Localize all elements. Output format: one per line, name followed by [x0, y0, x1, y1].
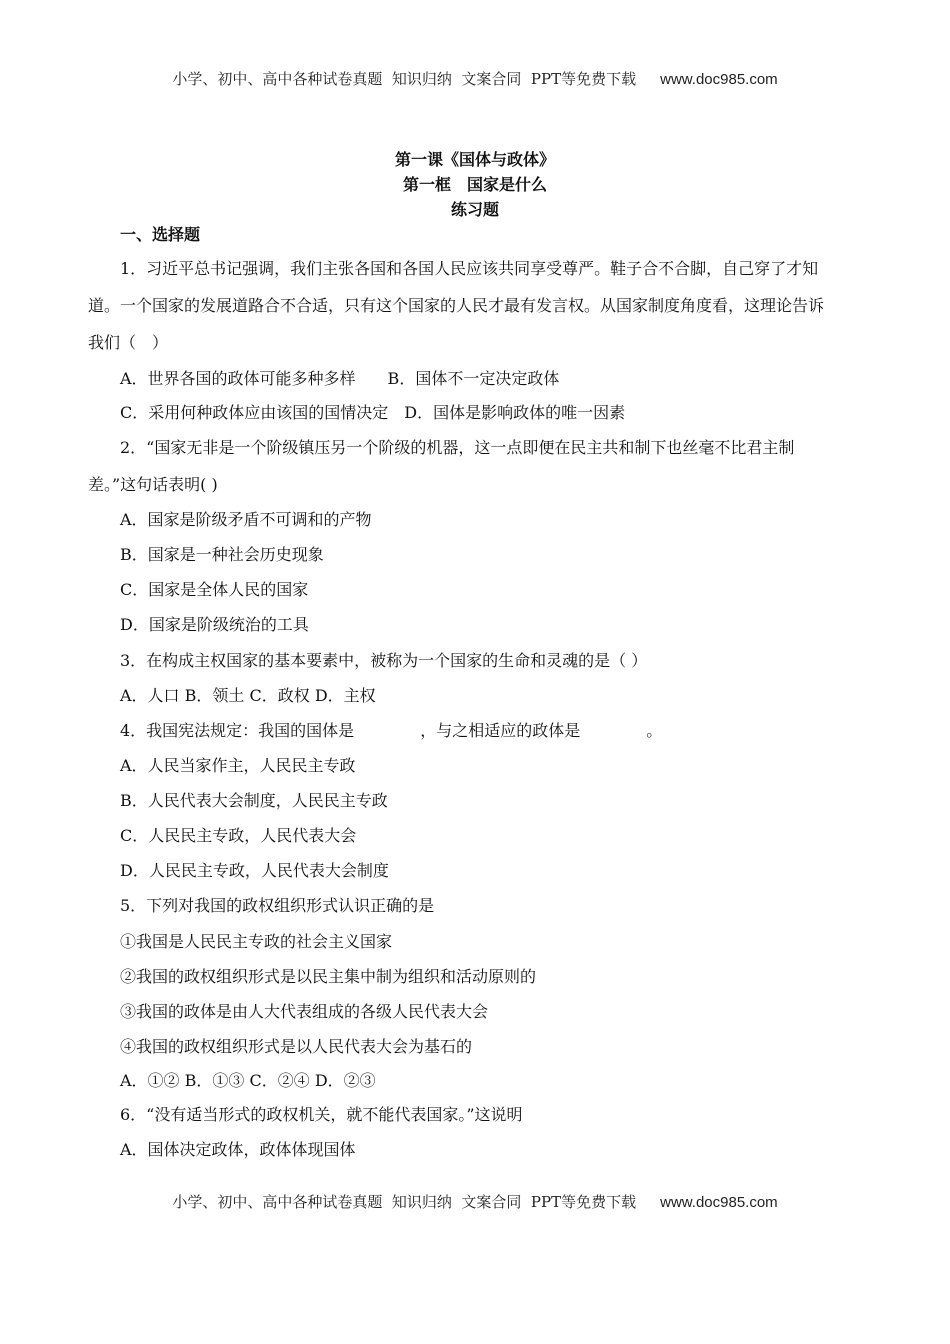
q4-option-a: A．人民当家作主，人民民主专政	[120, 756, 356, 775]
exercise-title: 练习题	[450, 200, 499, 219]
q5-statement-1: ①我国是人民民主专政的社会主义国家	[120, 932, 393, 951]
q2-stem-line2: 差。”这句话表明( )	[88, 475, 218, 494]
q6-stem: 6．“没有适当形式的政权机关，就不能代表国家。”这说明	[120, 1105, 523, 1124]
q4-stem	[120, 718, 662, 741]
q1-options-cd: C．采用何种政体应由该国的国情决定 D．国体是影响政体的唯一因素	[120, 403, 626, 422]
q5-statement-2: ②我国的政权组织形式是以民主集中制为组织和活动原则的	[120, 967, 537, 986]
q1-options-ab: A．世界各国的政体可能多种多样 B．国体不一定决定政体	[120, 369, 560, 388]
q6-option-a: A．国体决定政体，政体体现国体	[120, 1140, 356, 1159]
q4-stem-part2: ，与之相适应的政体是	[420, 721, 581, 740]
q5-statement-4: ④我国的政权组织形式是以人民代表大会为基石的	[120, 1037, 473, 1056]
q5-statement-3: ③我国的政体是由人大代表组成的各级人民代表大会	[120, 1002, 489, 1021]
q4-option-d: D．人民民主专政，人民代表大会制度	[120, 861, 389, 880]
page-header	[0, 68, 950, 89]
q1-stem-line1: 1．习近平总书记强调，我们主张各国和各国人民应该共同享受尊严。鞋子合不合脚，自己穿了才知	[120, 259, 819, 278]
q2-option-c: C．国家是全体人民的国家	[120, 580, 309, 599]
footer-url[interactable]: www.doc985.com	[660, 1194, 778, 1211]
footer-text: 小学、初中、高中各种试卷真题 知识归纳 文案合同 PPT等免费下载	[172, 1193, 637, 1211]
q1-stem-line3: 我们（ ）	[88, 333, 169, 352]
header-url[interactable]: www.doc985.com	[660, 71, 778, 88]
q1-stem-line2: 道。一个国家的发展道路合不合适，只有这个国家的人民才最有发言权。从国家制度角度看，这理论告诉	[88, 296, 825, 315]
q3-stem: 3．在构成主权国家的基本要素中，被称为一个国家的生命和灵魂的是（ ）	[120, 651, 648, 670]
q2-option-b: B．国家是一种社会历史现象	[120, 545, 324, 564]
q4-stem-part1: 4．我国宪法规定：我国的国体是	[120, 721, 355, 740]
q5-stem: 5．下列对我国的政权组织形式认识正确的是	[120, 896, 435, 915]
q3-options: A．人口 B．领土 C．政权 D．主权	[120, 686, 376, 705]
q4-option-b: B．人民代表大会制度，人民民主专政	[120, 791, 388, 810]
q5-options: A．①② B．①③ C．②④ D．②③	[120, 1071, 376, 1090]
lesson-title: 第一课《国体与政体》	[394, 150, 555, 169]
q4-stem-part3: 。	[646, 721, 663, 740]
section-heading: 一、选择题	[120, 225, 201, 244]
header-text: 小学、初中、高中各种试卷真题 知识归纳 文案合同 PPT等免费下载	[172, 70, 637, 88]
q2-option-d: D．国家是阶级统治的工具	[120, 615, 309, 634]
q4-option-c: C．人民民主专政，人民代表大会	[120, 826, 357, 845]
q2-stem-line1: 2．“国家无非是一个阶级镇压另一个阶级的机器，这一点即便在民主共和制下也丝毫不比君主制	[120, 438, 795, 457]
page-footer	[0, 1191, 950, 1212]
q2-option-a: A．国家是阶级矛盾不可调和的产物	[120, 510, 372, 529]
frame-title: 第一框 国家是什么	[402, 175, 547, 194]
